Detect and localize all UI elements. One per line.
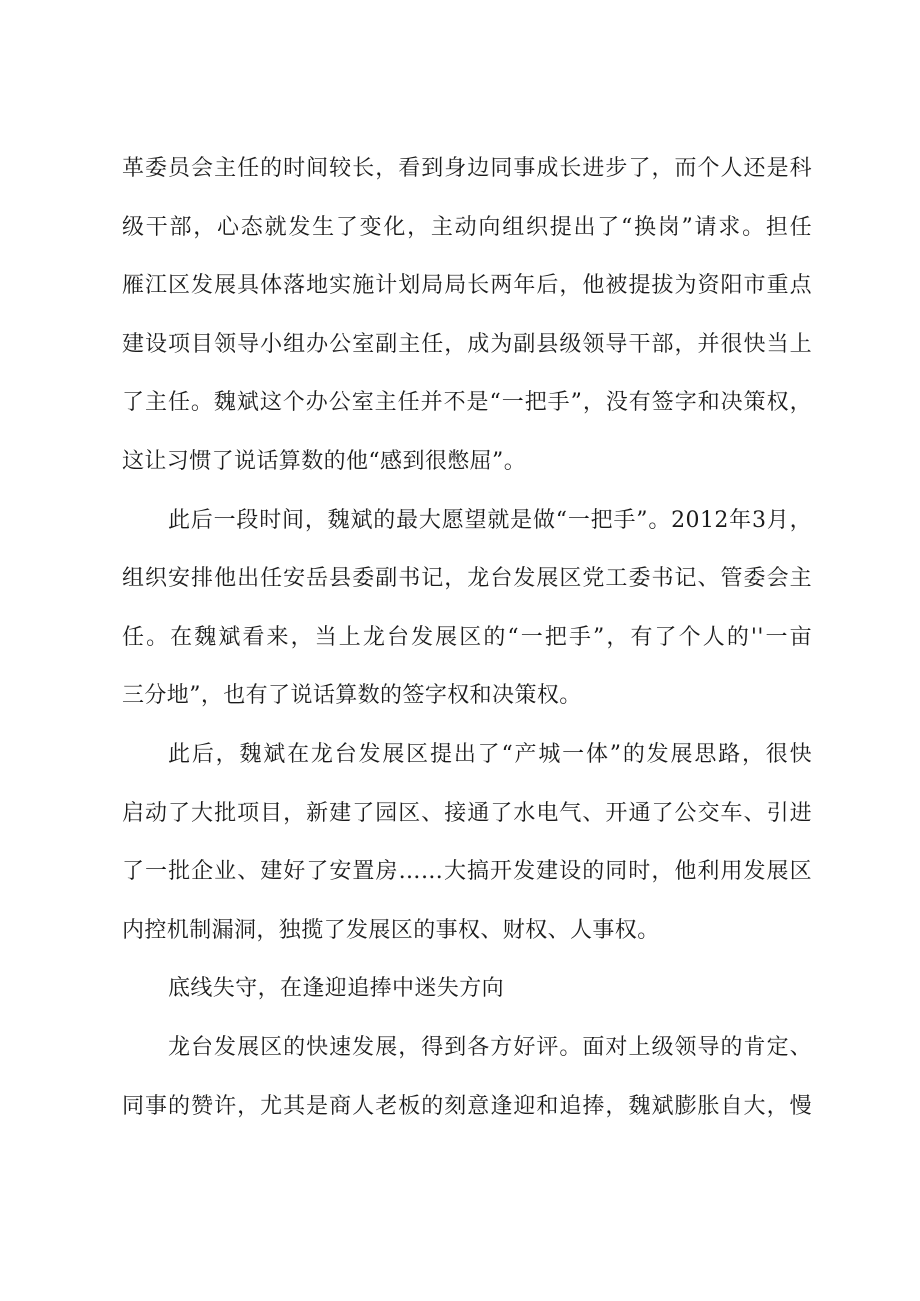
text-line: 革委员会主任的时间较长，看到身边同事成长进步了，而个人还是科 [122, 156, 812, 181]
text-line: 了一批企业、建好了安置房……大搞开发建设的同时，他利用发展区 [122, 859, 812, 885]
paragraph-start-line: 此后一段时间，魏斌的最大愿望就是做“一把手”。2012年3月， [168, 507, 812, 533]
text-line: 同事的赞许，尤其是商人老板的刻意逢迎和追捧，魏斌膨胀自大，慢 [122, 1093, 812, 1119]
text-line: 级干部，心态就发生了变化，主动向组织提出了“换岗”请求。担任 [122, 214, 812, 240]
article-body [122, 140, 812, 1136]
text-line: 任。在魏斌看来，当上龙台发展区的“一把手”，有了个人的''一亩 [122, 624, 812, 650]
text-line: 启动了大批项目，新建了园区、接通了水电气、开通了公交车、引进 [122, 800, 812, 826]
text-line: 这让习惯了说话算数的他“感到很憋屈”。 [122, 448, 527, 474]
text-line: 组织安排他出任安岳县委副书记，龙台发展区党工委书记、管委会主 [122, 566, 812, 592]
text-line: 三分地”，也有了说话算数的签字权和决策权。 [122, 683, 582, 709]
text-line: 雁江区发展具体落地实施计划局局长两年后，他被提拔为资阳市重点 [122, 273, 812, 299]
text-line: 建设项目领导小组办公室副主任，成为副县级领导干部，并很快当上 [122, 331, 812, 357]
section-heading: 底线失守，在逢迎追捧中迷失方向 [168, 976, 505, 1002]
text-line: 了主任。魏斌这个办公室主任并不是“一把手”，没有签字和决策权， [122, 390, 812, 416]
paragraph-start-line: 此后，魏斌在龙台发展区提出了“产城一体”的发展思路，很快 [168, 741, 812, 767]
text-line: 内控机制漏洞，独揽了发展区的事权、财权、人事权。 [122, 917, 660, 943]
paragraph-start-line: 龙台发展区的快速发展，得到各方好评。面对上级领导的肯定、 [168, 1034, 812, 1060]
